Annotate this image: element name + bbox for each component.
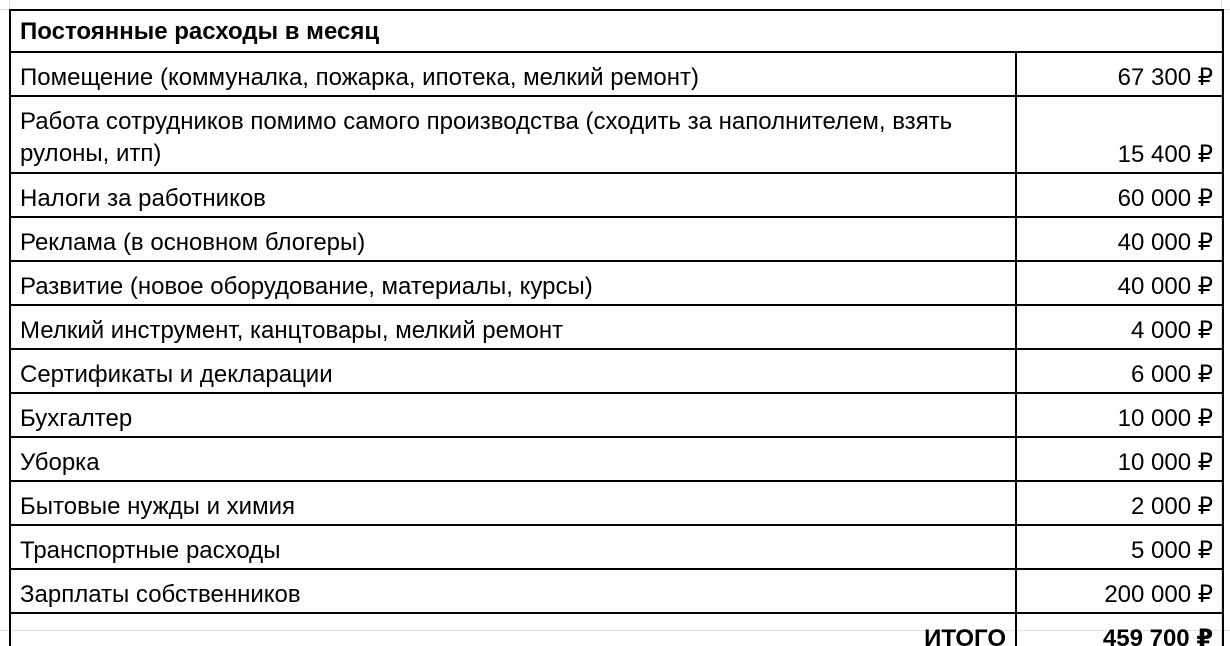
expense-label[interactable]: Помещение (коммуналка, пожарка, ипотека, мелкий ремонт) — [10, 52, 1016, 96]
table-row — [10, 217, 1223, 261]
expense-value[interactable]: 10 000 ₽ — [1016, 393, 1223, 437]
table-row — [10, 525, 1223, 569]
expense-value[interactable]: 2 000 ₽ — [1016, 481, 1223, 525]
table-row — [10, 96, 1223, 173]
expense-value[interactable]: 15 400 ₽ — [1016, 96, 1223, 173]
expense-label[interactable]: Уборка — [10, 437, 1016, 481]
expense-value[interactable]: 67 300 ₽ — [1016, 52, 1223, 96]
table-row — [10, 349, 1223, 393]
expense-label[interactable]: Работа сотрудников помимо самого производства (сходить за наполнителем, взять рулоны, итп) — [10, 96, 1016, 173]
expense-label[interactable]: Сертификаты и декларации — [10, 349, 1016, 393]
expense-label[interactable]: Мелкий инструмент, канцтовары, мелкий ремонт — [10, 305, 1016, 349]
total-row — [10, 613, 1223, 646]
table-row — [10, 52, 1223, 96]
expense-label[interactable]: Зарплаты собственников — [10, 569, 1016, 613]
expense-label[interactable]: Транспортные расходы — [10, 525, 1016, 569]
total-label[interactable]: ИТОГО — [10, 613, 1016, 646]
expense-value[interactable]: 5 000 ₽ — [1016, 525, 1223, 569]
expense-label[interactable]: Бухгалтер — [10, 393, 1016, 437]
table-row — [10, 173, 1223, 217]
expense-value[interactable]: 200 000 ₽ — [1016, 569, 1223, 613]
table-row — [10, 569, 1223, 613]
expense-label[interactable]: Бытовые нужды и химия — [10, 481, 1016, 525]
expense-value[interactable]: 4 000 ₽ — [1016, 305, 1223, 349]
expense-value[interactable]: 10 000 ₽ — [1016, 437, 1223, 481]
table-title[interactable]: Постоянные расходы в месяц — [10, 10, 1223, 52]
table-row — [10, 261, 1223, 305]
expense-label[interactable]: Реклама (в основном блогеры) — [10, 217, 1016, 261]
table-row — [10, 437, 1223, 481]
table-row — [10, 481, 1223, 525]
table-title-row — [10, 10, 1223, 52]
expense-label[interactable]: Налоги за работников — [10, 173, 1016, 217]
expense-value[interactable]: 6 000 ₽ — [1016, 349, 1223, 393]
table-row — [10, 305, 1223, 349]
expenses-table — [9, 9, 1224, 646]
expense-value[interactable]: 60 000 ₽ — [1016, 173, 1223, 217]
total-value[interactable]: 459 700 ₽ — [1016, 613, 1223, 646]
expense-value[interactable]: 40 000 ₽ — [1016, 217, 1223, 261]
table-row — [10, 393, 1223, 437]
expense-label[interactable]: Развитие (новое оборудование, материалы, курсы) — [10, 261, 1016, 305]
expense-value[interactable]: 40 000 ₽ — [1016, 261, 1223, 305]
